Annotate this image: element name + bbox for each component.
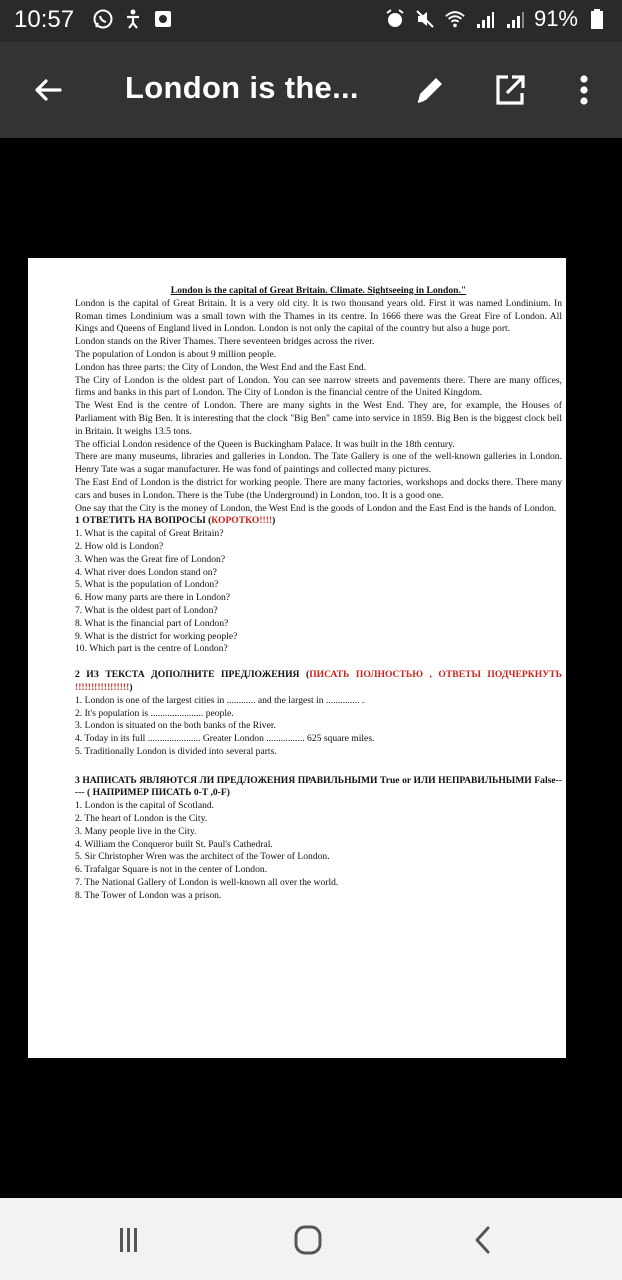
signal-icon (474, 8, 496, 30)
alarm-icon (384, 8, 406, 30)
exercise-item: 6. Trafalgar Square is not in the center of London. (75, 864, 268, 876)
exercise-item: 4. William the Conqueror built St. Paul's Cathedral. (75, 838, 273, 850)
exercise-item: 5. Sir Christopher Wren was the architect of the Tower of London. (75, 851, 330, 863)
doc-title: London is the capital of Great Britain. Climate. Sightseeing in London." (170, 285, 467, 296)
exercise-item: 3. London is situated on the both banks of the River. (75, 720, 276, 732)
question-item: 3. When was the Great fire of London? (75, 553, 226, 565)
question-item: 4. What river does London stand on? (75, 566, 217, 578)
open-external-icon[interactable] (490, 70, 530, 110)
doc-paragraph: The population of London is about 9 million people. (75, 348, 277, 360)
edit-pencil-icon[interactable] (410, 70, 450, 110)
home-icon[interactable] (288, 1222, 328, 1258)
accessibility-icon (122, 8, 144, 30)
status-time: 10:57 (14, 6, 75, 33)
system-nav-bar (0, 1198, 622, 1280)
more-vert-icon[interactable] (566, 70, 602, 110)
doc-paragraph: London is the capital of Great Britain. It is a very old city. It is two thousand years old. First it was named Londinium. In Roman times Londinium was a small town with the Thames in its centre. In 1666 there was the Great Fire of London. All Kings and Queens of England lived in London. London is not only the capital of the country but also a huge port. (75, 297, 562, 335)
doc-paragraph: One say that the City is the money of London, the West End is the goods of London and the East End is the hands of London. (75, 502, 557, 514)
exercise-item: 1. London is the capital of Scotland. (75, 800, 215, 812)
exercise-item: 3. Many people live in the City. (75, 825, 197, 837)
doc-paragraph: London has three parts: the City of London, the West End and the East End. (75, 361, 367, 373)
back-icon[interactable] (464, 1222, 504, 1258)
back-arrow-icon[interactable] (28, 70, 68, 110)
question-item: 6. How many parts are there in London? (75, 592, 231, 604)
status-bar (0, 0, 622, 42)
exercise-item: 7. The National Gallery of London is well-known all over the world. (75, 877, 339, 889)
exercise-item: 1. London is one of the largest cities in ............ and the largest in .............. . (75, 694, 365, 706)
exercise-item: 4. Today in its full ...................... Greater London ................ 625 square miles. (75, 733, 375, 745)
recents-icon[interactable] (108, 1222, 148, 1258)
app-bar (0, 42, 622, 138)
status-right-icons (384, 6, 608, 32)
doc-paragraph: The City of London is the oldest part of London. You can see narrow streets and pavements there. There are many offices, firms and banks in this part of London. The City of London is the financial centre of the United Kingdom. (75, 374, 562, 399)
exercise-item: 2. It's population is ...................... people. (75, 707, 234, 719)
doc-paragraph: There are many museums, libraries and galleries in London. The Tate Gallery is one of the well-known galleries in London. Henry Tate was a sugar manufacturer. He was fond of paintings and collected many pictures. (75, 451, 562, 476)
section-heading: 3 НАПИСАТЬ ЯВЛЯЮТСЯ ЛИ ПРЕДЛОЖЕНИЯ ПРАВИЛЬНЫМИ True or ИЛИ НЕПРАВИЛЬНЫМИ False----- ( НАПРИМЕР ПИСАТЬ 0-T ,0-F) (75, 774, 562, 799)
question-item: 2. How old is London? (75, 540, 164, 552)
question-item: 9. What is the district for working people? (75, 630, 238, 642)
document-viewer[interactable] (0, 138, 622, 1198)
document-content (75, 285, 562, 903)
document-title: London is the... (125, 70, 359, 105)
status-left-icons (92, 8, 174, 30)
media-icon (152, 8, 174, 30)
doc-paragraph: London stands on the River Thames. There seventeen bridges across the river. (75, 336, 375, 348)
question-item: 8. What is the financial part of London? (75, 617, 229, 629)
exercise-item: 2. The heart of London is the City. (75, 813, 208, 825)
section-heading: 2 ИЗ ТЕКСТА ДОПОЛНИТЕ ПРЕДЛОЖЕНИЯ (ПИСАТЬ ПОЛНОСТЬЮ , ОТВЕТЫ ПОДЧЕРКНУТЬ !!!!!!!!!!!!!!!!!) (75, 669, 562, 693)
battery-percent: 91% (533, 6, 578, 31)
section-heading: 1 ОТВЕТИТЬ НА ВОПРОСЫ (КОРОТКО!!!!) (75, 515, 276, 527)
mute-icon (414, 8, 436, 30)
exercise-item: 8. The Tower of London was a prison. (75, 889, 222, 901)
document-page[interactable] (28, 258, 566, 1058)
question-item: 1. What is the capital of Great Britain? (75, 528, 224, 540)
question-item: 10. Which part is the centre of London? (75, 643, 228, 655)
signal-icon (504, 8, 526, 30)
doc-paragraph: The East End of London is the district for working people. There are many factories, workshops and docks there. There many cars and buses in London. There is the Tube (the Underground) in London, too. It is a good one. (75, 476, 562, 501)
battery-icon (586, 8, 608, 30)
doc-paragraph: The West End is the centre of London. There are many sights in the West End. They are, for example, the Houses of Parliament with Big Ben. It is interesting that the clock "Big Ben" came into service in 1859. Big Ben is the biggest clock bell in Britain. It weighs 13.5 tons. (75, 400, 562, 437)
whatsapp-icon (92, 8, 114, 30)
exercise-item: 5. Traditionally London is divided into several parts. (75, 745, 277, 757)
question-item: 7. What is the oldest part of London? (75, 604, 218, 616)
question-item: 5. What is the population of London? (75, 579, 219, 591)
wifi-icon (444, 8, 466, 30)
doc-paragraph: The official London residence of the Queen is Buckingham Palace. It was built in the 18th century. (75, 438, 455, 450)
